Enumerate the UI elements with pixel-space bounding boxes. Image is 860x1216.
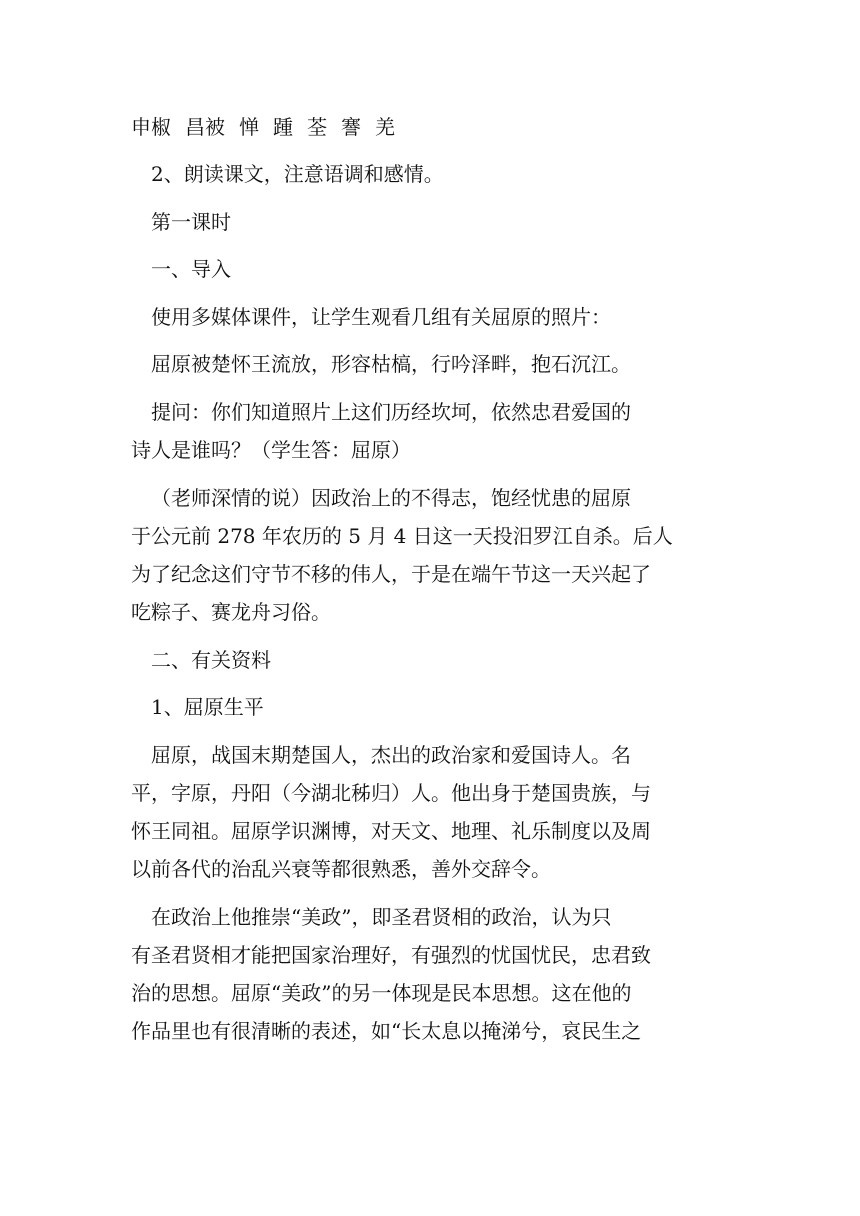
paragraph-line: 在政治上他推崇“美政”，即圣君贤相的政治，认为只	[151, 904, 612, 929]
paragraph-line: 屈原被楚怀王流放，形容枯槁，行吟泽畔，抱石沉江。	[151, 352, 631, 377]
vocab-word: 昌被	[185, 115, 225, 139]
paragraph-line: 怀王同祖。屈原学识渊博，对天文、地理、礼乐制度以及周	[131, 818, 651, 843]
paragraph-line: 于公元前 278 年农历的 5 月 4 日这一天投汨罗江自杀。后人	[131, 523, 673, 548]
lesson-heading: 第一课时	[151, 209, 231, 234]
paragraph-line: 有圣君贤相才能把国家治理好，有强烈的忧国忧民，忠君致	[131, 942, 651, 967]
paragraph-line: （老师深情的说）因政治上的不得志，饱经忧患的屈原	[151, 485, 631, 510]
paragraph-line: 使用多媒体课件，让学生观看几组有关屈原的照片：	[151, 304, 611, 329]
paragraph-line: 屈原，战国末期楚国人，杰出的政治家和爱国诗人。名	[151, 742, 631, 767]
vocab-line	[131, 108, 701, 146]
paragraph-line: 提问：你们知道照片上这们历经坎坷，依然忠君爱国的	[151, 399, 631, 424]
paragraph-line: 吃粽子、赛龙舟习俗。	[131, 600, 331, 625]
section-heading-intro: 一、导入	[151, 257, 231, 282]
document-body	[131, 108, 701, 1050]
subsection-heading: 1、屈原生平	[151, 695, 264, 720]
vocab-word: 踵	[273, 115, 293, 139]
vocab-word: 荃	[307, 115, 327, 139]
paragraph-line: 治的思想。屈原“美政”的另一体现是民本思想。这在他的	[131, 981, 632, 1006]
paragraph-line: 为了纪念这们守节不移的伟人，于是在端午节这一天兴起了	[131, 561, 651, 586]
paragraph-line: 平，字原，丹阳（今湖北秭归）人。他出身于楚国贵族，与	[131, 780, 651, 805]
vocab-word: 惮	[239, 115, 259, 139]
paragraph-line: 作品里也有很清晰的表述，如“长太息以掩涕兮，哀民生之	[131, 1019, 642, 1044]
paragraph-line: 以前各代的治乱兴衰等都很熟悉，善外交辞令。	[131, 857, 551, 882]
vocab-word: 羌	[375, 115, 395, 139]
vocab-word: 謇	[341, 115, 361, 139]
reading-instruction: 2、朗读课文，注意语调和感情。	[151, 162, 444, 187]
section-heading-materials: 二、有关资料	[151, 647, 271, 672]
vocab-word: 申椒	[131, 115, 171, 139]
paragraph-line: 诗人是谁吗？（学生答：屈原）	[131, 438, 411, 463]
